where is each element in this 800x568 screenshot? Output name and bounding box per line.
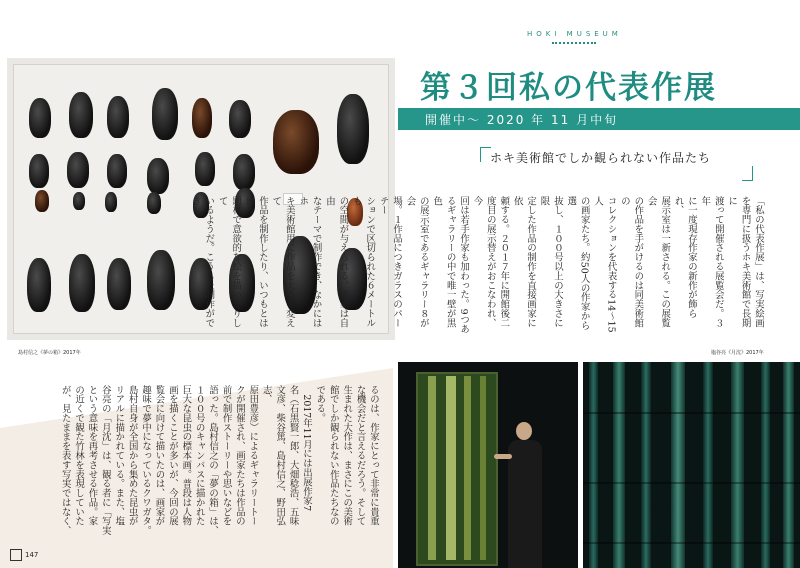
artist-with-painting-photo <box>398 362 578 568</box>
beetle-caption: 島村信之《夢の箱》2017年 <box>18 350 81 356</box>
period-label: 開催中～ 2020 年 11 月中旬 <box>425 113 619 127</box>
page-marker <box>10 549 22 561</box>
subtitle-bracket-right <box>742 166 753 181</box>
museum-label: HOKI MUSEUM <box>527 30 622 38</box>
bamboo-caption: 塩谷亮《月沈》2017年 <box>711 350 764 356</box>
article-lower-text: るのは、作家にとって非常に貴重 な機会だと言えるだろう。そして 生まれた大作は、まさにこの美術 館でしか観られない作品たちなの である。 2017年11月には出展作家7 名（石黒賢一郎、大畑稔浩、五味 文彦、柴谷篤、島村信之、野田弘志、 原田豊彦）によるギャラリートー クが開催され、画家たちは作品の 前で制作ストーリーや思いなどを 語った。島村信之の「夢の箱」は、 １００号のキャンバスに描かれた 巨大な昆虫の標本画。普段は人物 画を描くことが多いが、今回の展 覧会に向けて描いたのは、画家が 趣味で夢中になっているクワガタ。 島村自身が全国から集めた昆虫が リアルに描かれている。また、塩 谷亮の「月沈」は、観る者に「写実 という意味を再考させる作品。家 の近くで観た竹林を表現していた が、見たままを表す写実ではなく、 <box>59 385 379 536</box>
article-subtitle: ホキ美術館でしか観られない作品たち <box>490 151 712 165</box>
museum-label-underline <box>552 42 596 44</box>
article-upper-text: 「私の代表作展」は、写実絵画 を専門に扱うホキ美術館で長期に 渡って開催される展覧会だ。３年 に一度現存作家の新作が飾られ、 展示室は一新される。この展覧会 の作品を手がけるのは同美術館の コレクションを代表する14～15人 の画家たち。約50人の作家から選 抜し、１００号以上の大きさに限 定した作品の制作を直接画家に依 頼する。２０１７年に開館後二 度目の展示替えがおこなわれ、今 回は若手作家も加わった。9つあ るギャラリーの中で唯一壁が黒色 の展示室であるギャラリー８が会 場。１作品につきガラスのパーテー ションで区切られた６メートルも の空間が与えられる。画家は自由 なテーマで制作でき、なかにはホ キ美術館用に作品を大きく変えて 作品を制作したり、いつもとは違う 題材で意欲的な絵を描いたりして いるようだ。こうした制作ができ <box>189 196 764 334</box>
bamboo-painting-photo <box>583 362 800 568</box>
page-number: 147 <box>25 551 39 559</box>
page-title: 第３回私の代表作展 <box>420 70 717 106</box>
